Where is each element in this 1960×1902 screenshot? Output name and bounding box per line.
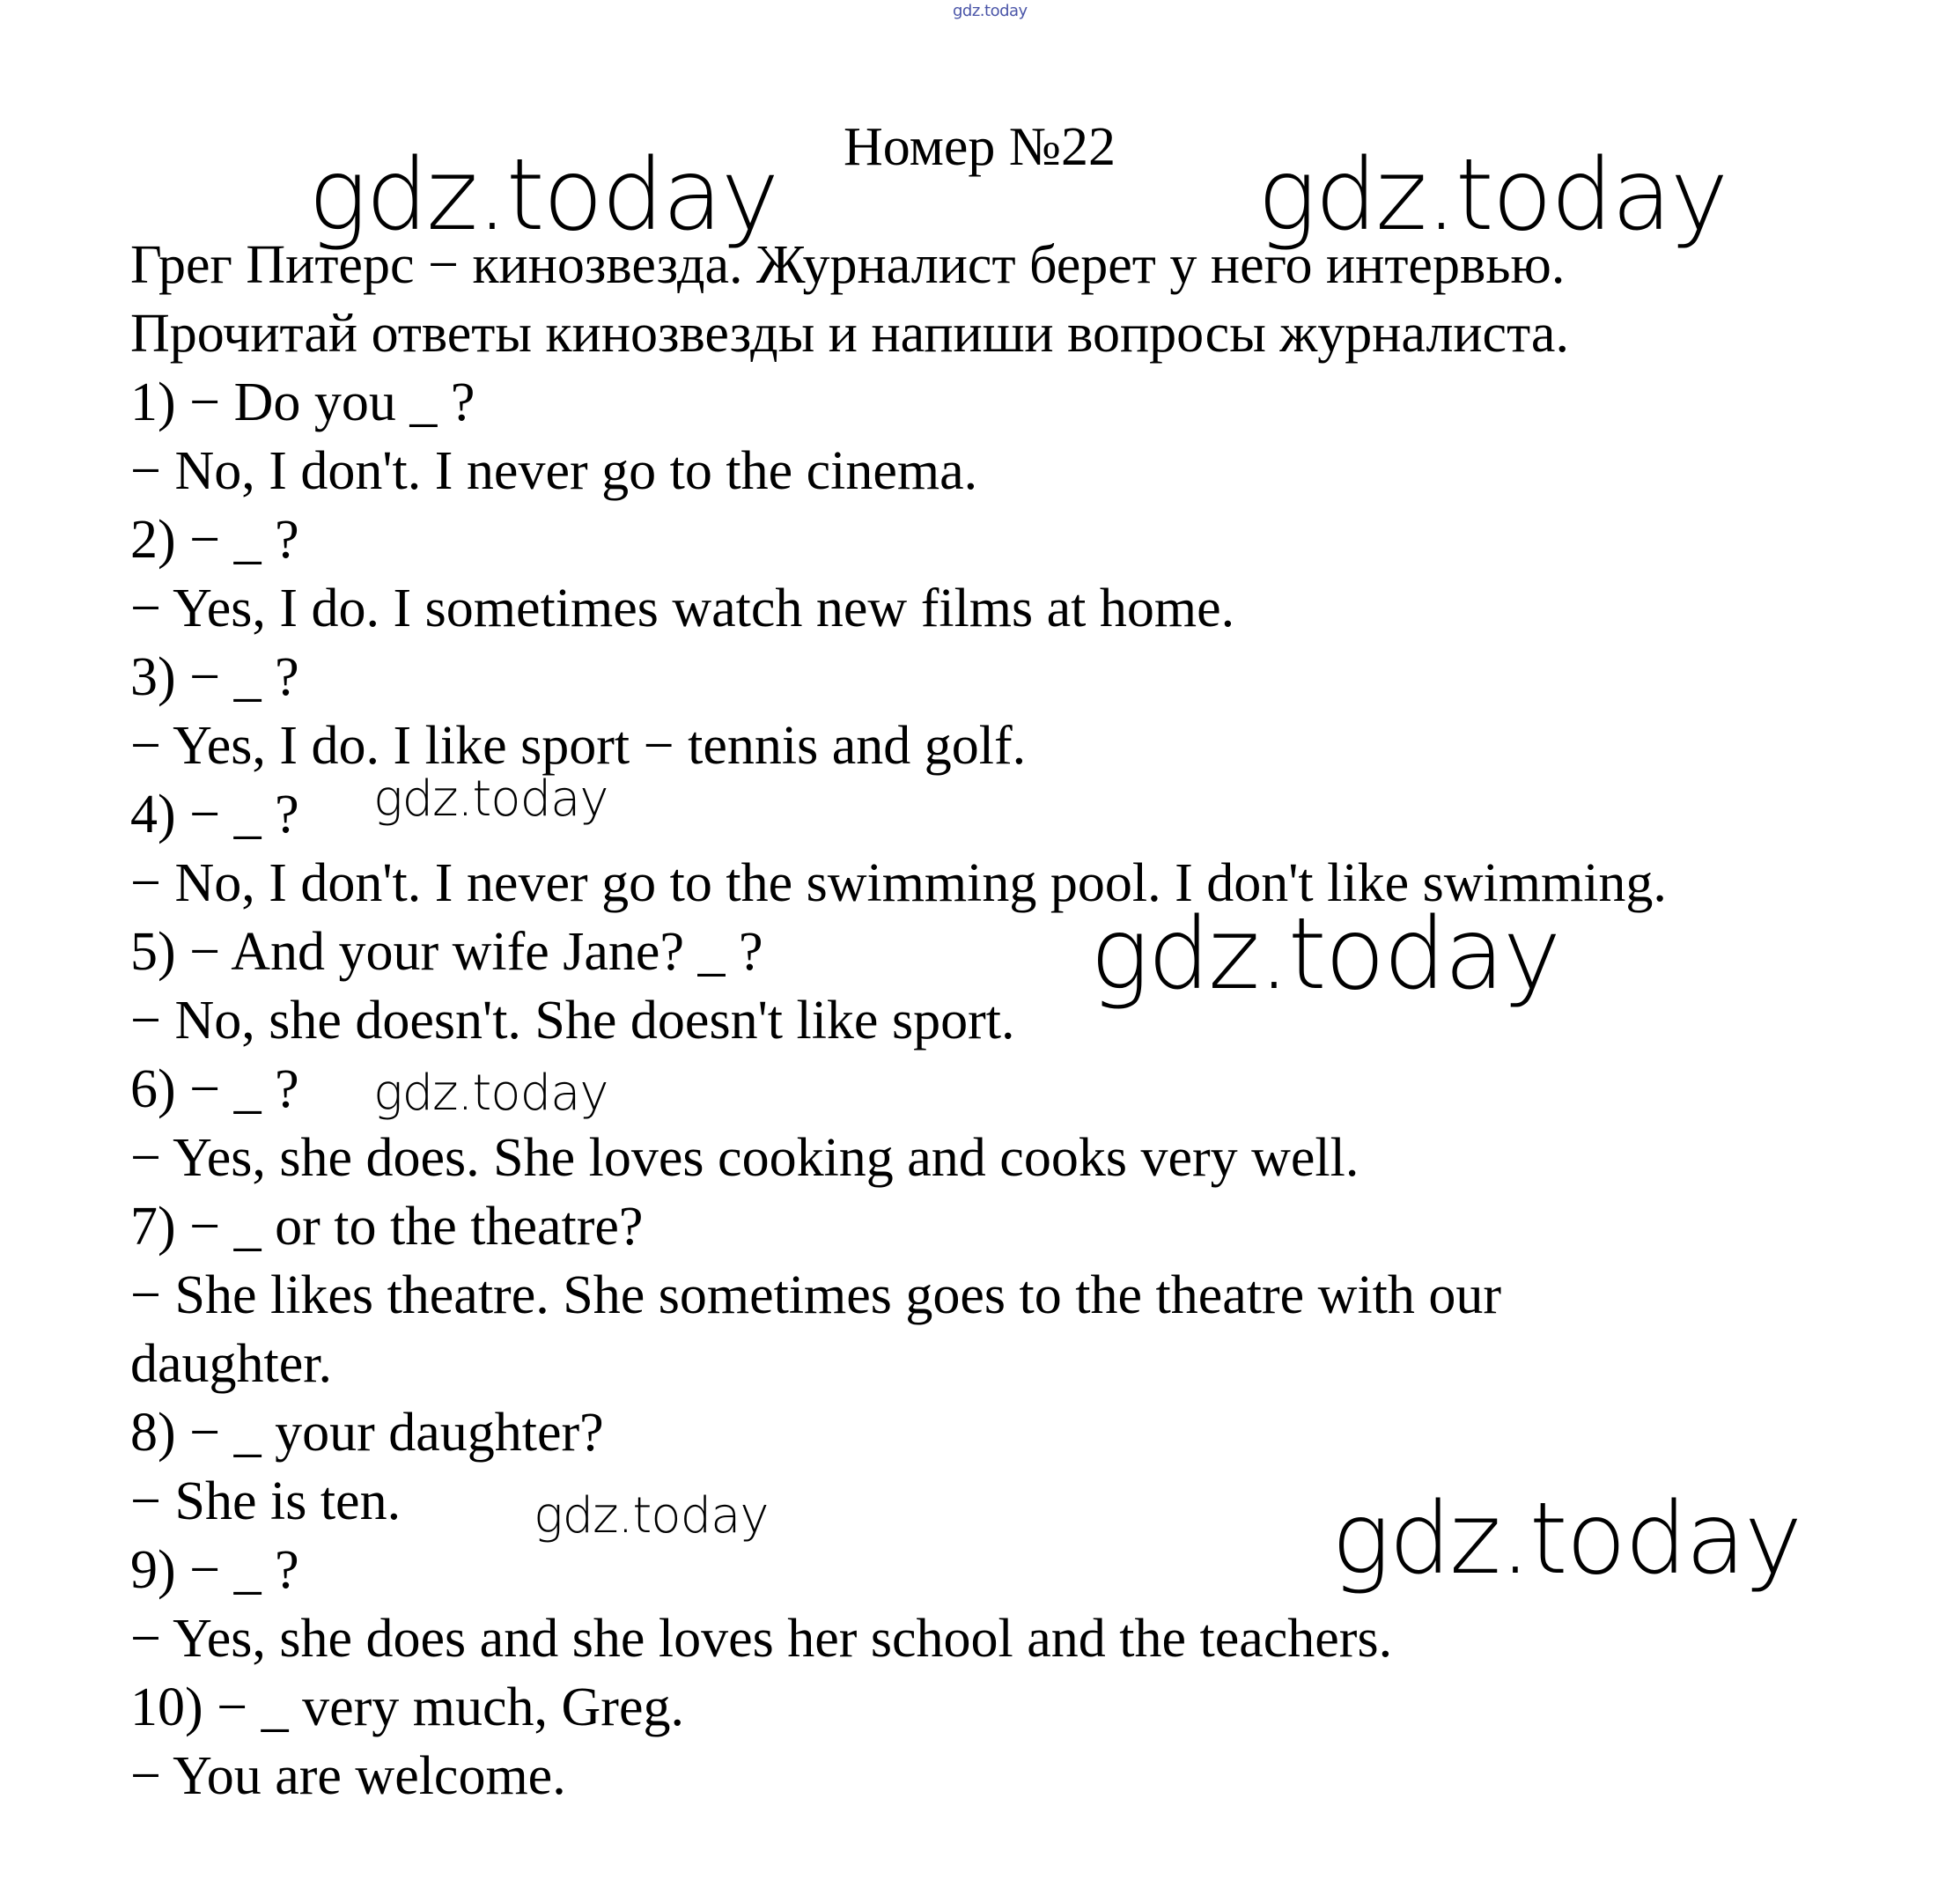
answer-2: − Yes, I do. I sometimes watch new films at home. [130, 579, 1235, 638]
question-8: 8) − _ your daughter? [130, 1403, 604, 1463]
question-5: 5) − And your wife Jane? _ ? [130, 922, 763, 982]
question-7: 7) − _ or to the theatre? [130, 1197, 644, 1257]
answer-5: − No, she doesn't. She doesn't like sport. [130, 991, 1015, 1051]
top-watermark: gdz.today [953, 2, 1028, 20]
question-4: 4) − _ ? [130, 785, 299, 844]
answer-8: − She is ten. [130, 1471, 402, 1531]
question-9: 9) − _ ? [130, 1540, 299, 1600]
watermark-lower-right: gdz.today [1331, 1482, 1802, 1596]
answer-6: − Yes, she does. She loves cooking and cooks very well. [130, 1128, 1359, 1188]
answer-3: − Yes, I do. I like sport − tennis and golf. [130, 716, 1027, 776]
watermark-top-left: gdz.today [308, 138, 778, 253]
question-6: 6) − _ ? [130, 1059, 299, 1119]
watermark-lower-small: gdz.today [534, 1487, 769, 1544]
answer-1: − No, I don't. I never go to the cinema. [130, 441, 978, 501]
exercise-title: Номер №22 [844, 117, 1116, 177]
answer-10: − You are welcome. [130, 1746, 566, 1806]
watermark-mid-small-2: gdz.today [373, 1065, 608, 1122]
question-2: 2) − _ ? [130, 510, 299, 570]
question-10: 10) − _ very much, Greg. [130, 1677, 684, 1737]
answer-7-line-2: daughter. [130, 1334, 332, 1394]
instruction-line-2: Прочитай ответы кинозвезды и напиши вопросы журналиста. [130, 304, 1569, 364]
question-1: 1) − Do you _ ? [130, 372, 475, 432]
watermark-mid-small-1: gdz.today [373, 770, 608, 828]
answer-4: − No, I don't. I never go to the swimming pool. I don't like swimming. [130, 853, 1667, 913]
answer-7-line-1: − She likes theatre. She sometimes goes to the theatre with our [130, 1265, 1502, 1325]
instruction-line-1: Грег Питерс − кинозвезда. Журналист берет у него интервью. [130, 235, 1566, 295]
question-3: 3) − _ ? [130, 647, 299, 707]
answer-9: − Yes, she does and she loves her school and the teachers. [130, 1609, 1393, 1669]
watermark-top-right: gdz.today [1257, 138, 1728, 253]
watermark-mid-right: gdz.today [1090, 897, 1560, 1012]
